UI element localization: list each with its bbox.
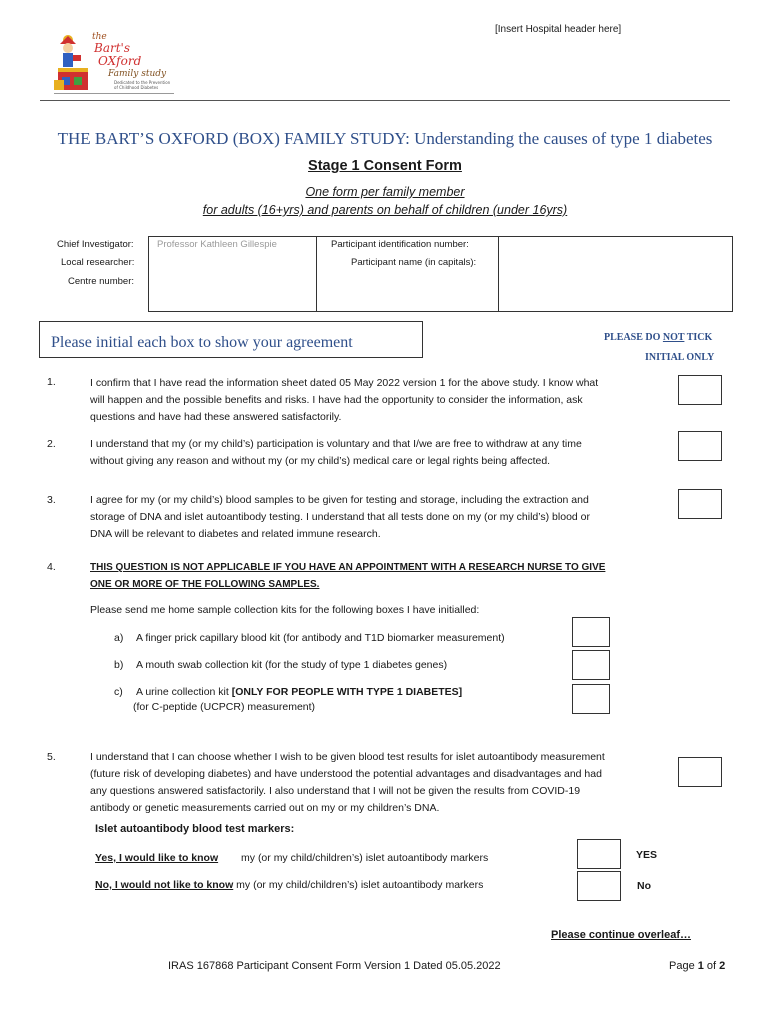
item-4c-text xyxy=(136,686,462,698)
agreement-heading-box xyxy=(39,321,423,358)
item-1-initial-box[interactable] xyxy=(678,375,722,405)
item-5-line-1: I understand that I can choose whether I wish to be given blood test results for islet autoantibody measurement xyxy=(90,751,605,763)
page-total: 2 xyxy=(719,960,726,972)
item-3-line-1: I agree for my (or my child’s) blood samples to be given for testing and storage, including the extraction and xyxy=(90,494,589,506)
item-5-number: 5. xyxy=(47,751,56,763)
participant-id-field[interactable] xyxy=(500,236,730,310)
page-number xyxy=(669,960,725,972)
item-1-line-3: questions and have had these answered satisfactorily. xyxy=(90,411,342,423)
no-choice-rest: my (or my child/children’s) islet autoantibody markers xyxy=(233,879,484,891)
tick-note-prefix: PLEASE DO xyxy=(604,332,663,343)
item-4b-letter: b) xyxy=(114,659,124,671)
box-study-logo xyxy=(54,30,174,96)
participant-info-table xyxy=(45,236,732,311)
tick-note-line-2: INITIAL ONLY xyxy=(645,352,715,363)
item-3-number: 3. xyxy=(47,494,56,506)
no-option-text xyxy=(95,879,483,891)
item-4c-initial-box[interactable] xyxy=(572,684,610,714)
logo-text-family-study: Family study xyxy=(108,69,167,79)
item-4c-letter: c) xyxy=(114,686,123,698)
tick-note-not: NOT xyxy=(662,332,685,343)
hospital-header-placeholder: [Insert Hospital header here] xyxy=(495,24,622,35)
logo-tagline-2: of Childhood Diabetes xyxy=(114,85,159,90)
centre-number-label: Centre number: xyxy=(68,276,135,287)
item-1-text xyxy=(90,375,670,426)
item-4-intro: Please send me home sample collection kits for the following boxes I have initialled: xyxy=(90,604,480,616)
no-choice-label: No, I would not like to know xyxy=(95,879,234,891)
item-1-line-1: I confirm that I have read the information sheet dated 05 May 2022 version 1 for the above study. I know what xyxy=(90,377,599,389)
item-4c-line-2: (for C-peptide (UCPCR) measurement) xyxy=(133,701,316,713)
item-5-line-3: any questions answered satisfactorily. I also understand that I will not be given the results from COVID-19 xyxy=(90,785,581,797)
page-mid: of xyxy=(703,960,720,972)
form-subtitle-2: for adults (16+yrs) and parents on behalf of children (under 16yrs) xyxy=(202,203,568,217)
local-researcher-field[interactable] xyxy=(149,256,315,310)
item-1-number: 1. xyxy=(47,376,56,388)
chief-investigator-label: Chief Investigator: xyxy=(57,239,134,250)
item-3-text xyxy=(90,492,670,543)
item-2-number: 2. xyxy=(47,438,56,450)
item-2-text xyxy=(90,436,670,470)
item-3-initial-box[interactable] xyxy=(678,489,722,519)
form-title: Stage 1 Consent Form xyxy=(308,158,462,174)
footer-reference: IRAS 167868 Participant Consent Form Version 1 Dated 05.05.2022 xyxy=(168,960,501,972)
logo-text-oxford: OXford xyxy=(98,54,142,68)
form-subtitle-1: One form per family member xyxy=(305,185,465,199)
yes-initial-box[interactable] xyxy=(577,839,621,869)
item-4b-initial-box[interactable] xyxy=(572,650,610,680)
item-5-line-4: antibody or genetic measurements carried out on my or my children’s DNA. xyxy=(90,802,440,814)
local-researcher-label: Local researcher: xyxy=(61,257,135,268)
yes-choice-rest: my (or my child/children’s) islet autoantibody markers xyxy=(238,852,489,864)
item-4a-initial-box[interactable] xyxy=(572,617,610,647)
logo-text-barts: Bart's xyxy=(94,41,130,55)
no-initial-box[interactable] xyxy=(577,871,621,901)
item-5-line-2: (future risk of developing diabetes) and have understood the potential advantages and disadvantages and had xyxy=(90,768,602,780)
agreement-heading: Please initial each box to show your agreement xyxy=(51,334,353,351)
item-5-text xyxy=(90,749,668,817)
yes-option-text xyxy=(95,852,488,864)
item-4b-text: A mouth swab collection kit (for the study of type 1 diabetes genes) xyxy=(136,659,448,671)
logo-text-the: the xyxy=(92,32,107,42)
item-4-heading xyxy=(90,559,670,593)
chief-investigator-value: Professor Kathleen Gillespie xyxy=(157,239,277,250)
item-4a-letter: a) xyxy=(114,632,124,644)
continue-overleaf: Please continue overleaf… xyxy=(551,929,691,941)
item-1-line-2: will happen and the possible benefits and risks. I have had the opportunity to consider the information, ask xyxy=(90,394,583,406)
item-4a-text: A finger prick capillary blood kit (for antibody and T1D biomarker measurement) xyxy=(136,632,505,644)
no-label: No xyxy=(637,880,651,892)
yes-label: YES xyxy=(636,849,658,861)
header-divider xyxy=(40,100,730,101)
item-4c-text-bold: [ONLY FOR PEOPLE WITH TYPE 1 DIABETES] xyxy=(231,686,463,698)
item-3-line-3: DNA will be relevant to diabetes and related immune research. xyxy=(90,528,381,540)
tick-note-suffix: TICK xyxy=(684,332,713,343)
item-4-heading-line-2: ONE OR MORE OF THE FOLLOWING SAMPLES. xyxy=(90,579,320,590)
item-2-line-1: I understand that my (or my child’s) participation is voluntary and that I/we are free to withdraw at any time xyxy=(90,438,582,450)
yes-choice-label: Yes, I would like to know xyxy=(95,852,219,864)
item-4-number: 4. xyxy=(47,561,56,573)
item-3-line-2: storage of DNA and islet autoantibody testing. I understand that all tests done on my (or my child’s) blood or xyxy=(90,511,591,523)
logo-tagline-1: Dedicated to the Prevention xyxy=(114,80,171,85)
item-4-heading-line-1: THIS QUESTION IS NOT APPLICABLE IF YOU HAVE AN APPOINTMENT WITH A RESEARCH NURSE TO GIVE xyxy=(90,562,606,573)
participant-name-label: Participant name (in capitals): xyxy=(351,257,477,268)
page-current: 1 xyxy=(697,960,704,972)
markers-heading: Islet autoantibody blood test markers: xyxy=(95,823,295,835)
item-5-initial-box[interactable] xyxy=(678,757,722,787)
participant-id-label: Participant identification number: xyxy=(331,239,469,250)
page-prefix: Page xyxy=(669,960,698,972)
item-4c-text-main: A urine collection kit xyxy=(136,686,232,698)
tick-note-line-1 xyxy=(604,332,712,343)
study-title: THE BART’S OXFORD (BOX) FAMILY STUDY: Understanding the causes of type 1 diabetes xyxy=(57,129,713,148)
item-2-initial-box[interactable] xyxy=(678,431,722,461)
item-2-line-2: without giving any reason and without my (or my child’s) medical care or legal rights being affected. xyxy=(90,455,551,467)
